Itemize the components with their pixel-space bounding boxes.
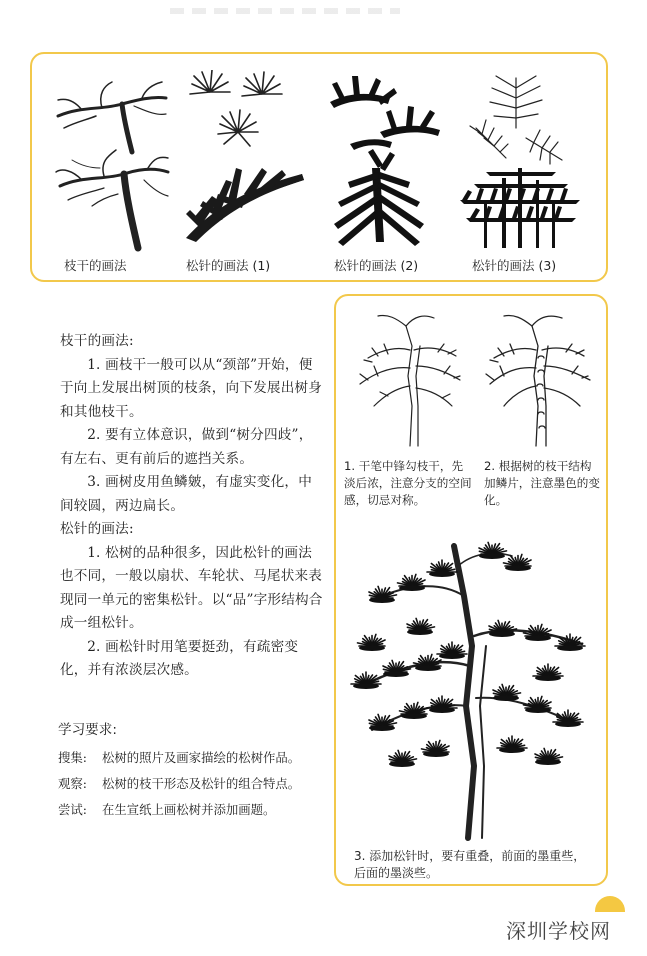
branch-drawing xyxy=(52,76,172,256)
needle-cluster xyxy=(369,586,397,603)
requirement-item xyxy=(58,774,300,792)
needle-cluster xyxy=(407,618,435,635)
needle-cluster xyxy=(369,714,397,731)
top-illustration-panel xyxy=(30,52,608,282)
caption-branch: 枝干的画法 xyxy=(64,258,127,273)
needle-cluster xyxy=(479,542,507,559)
instruction-text xyxy=(60,330,325,683)
requirement-item xyxy=(58,800,275,818)
needle-cluster xyxy=(553,710,583,727)
caption-needle-3: 松针的画法 (3) xyxy=(472,258,557,273)
needle-drawing-3 xyxy=(456,68,586,252)
needle-cluster xyxy=(524,624,552,641)
needle-cluster xyxy=(414,654,442,671)
step2-tree-sketch xyxy=(484,306,602,452)
needle-step-1: 1. 松树的品种很多，因此松针的画法也不同，一般以扇状、车轮状、马尾状来表现同一单元的密集松针。以“品”字形结构合成一组松针。 xyxy=(60,544,323,631)
needle-cluster xyxy=(535,748,563,765)
needle-cluster xyxy=(398,574,426,591)
needle-cluster xyxy=(493,684,521,701)
branch-step-2: 2. 要有立体意识，做到“树分四歧”，有左右、更有前后的遮挡关系。 xyxy=(60,427,313,467)
needle-cluster xyxy=(427,560,457,577)
caption-needle-1: 松针的画法 (1) xyxy=(186,258,271,273)
needle-cluster xyxy=(400,702,428,719)
needle-cluster xyxy=(497,736,527,753)
step1-tree-sketch xyxy=(348,306,466,452)
needle-cluster xyxy=(389,750,417,767)
requirement-label: 搜集: xyxy=(58,750,87,765)
requirement-text: 松树的枝干形态及松针的组合特点。 xyxy=(101,776,301,791)
requirement-label: 尝试: xyxy=(58,802,87,817)
needle-cluster xyxy=(489,620,517,637)
requirement-item xyxy=(58,748,300,766)
faint-top-marks xyxy=(170,8,400,14)
step3-caption: 3. 添加松针时，要有重叠，前面的墨重些，后面的墨淡些。 xyxy=(354,849,586,880)
branch-step-1: 1. 画枝干一般可以从“颈部”开始，便于向上发展出树顶的枝条，向下发展出树身和其他枝干。 xyxy=(60,356,323,420)
needle-step-2: 2. 画松针时用笔要挺劲，有疏密变化，并有浓淡层次感。 xyxy=(60,638,299,678)
branch-heading: 枝干的画法: xyxy=(60,333,134,349)
requirement-text: 在生宣纸上画松树并添加画题。 xyxy=(101,802,276,817)
needle-cluster xyxy=(422,740,450,757)
step1-caption: 1. 干笔中锋勾枝干，先淡后浓，注意分支的空间感，切忌对称。 xyxy=(344,459,472,507)
requirement-text: 松树的照片及画家描绘的松树作品。 xyxy=(101,750,301,765)
step-illustration-panel xyxy=(334,294,608,886)
needle-drawing-2 xyxy=(320,72,450,252)
step3-full-tree xyxy=(342,526,604,842)
needle-drawing-1 xyxy=(182,70,312,250)
site-watermark: 深圳学校网 xyxy=(506,919,611,943)
needle-cluster xyxy=(437,642,467,659)
branch-step-3: 3. 画树皮用鱼鳞皴，有虚实变化，中间较圆，两边扁长。 xyxy=(60,474,312,514)
step2-caption: 2. 根据树的枝干结构加鳞片，注意墨色的变化。 xyxy=(484,459,600,507)
requirements-title: 学习要求: xyxy=(58,722,117,738)
requirement-label: 观察: xyxy=(58,776,87,791)
needle-cluster xyxy=(533,664,563,681)
needle-cluster xyxy=(504,554,532,571)
needle-cluster xyxy=(358,634,386,651)
caption-needle-2: 松针的画法 (2) xyxy=(334,258,419,273)
page-corner-marker xyxy=(595,896,625,912)
needle-heading: 松针的画法: xyxy=(60,521,134,537)
